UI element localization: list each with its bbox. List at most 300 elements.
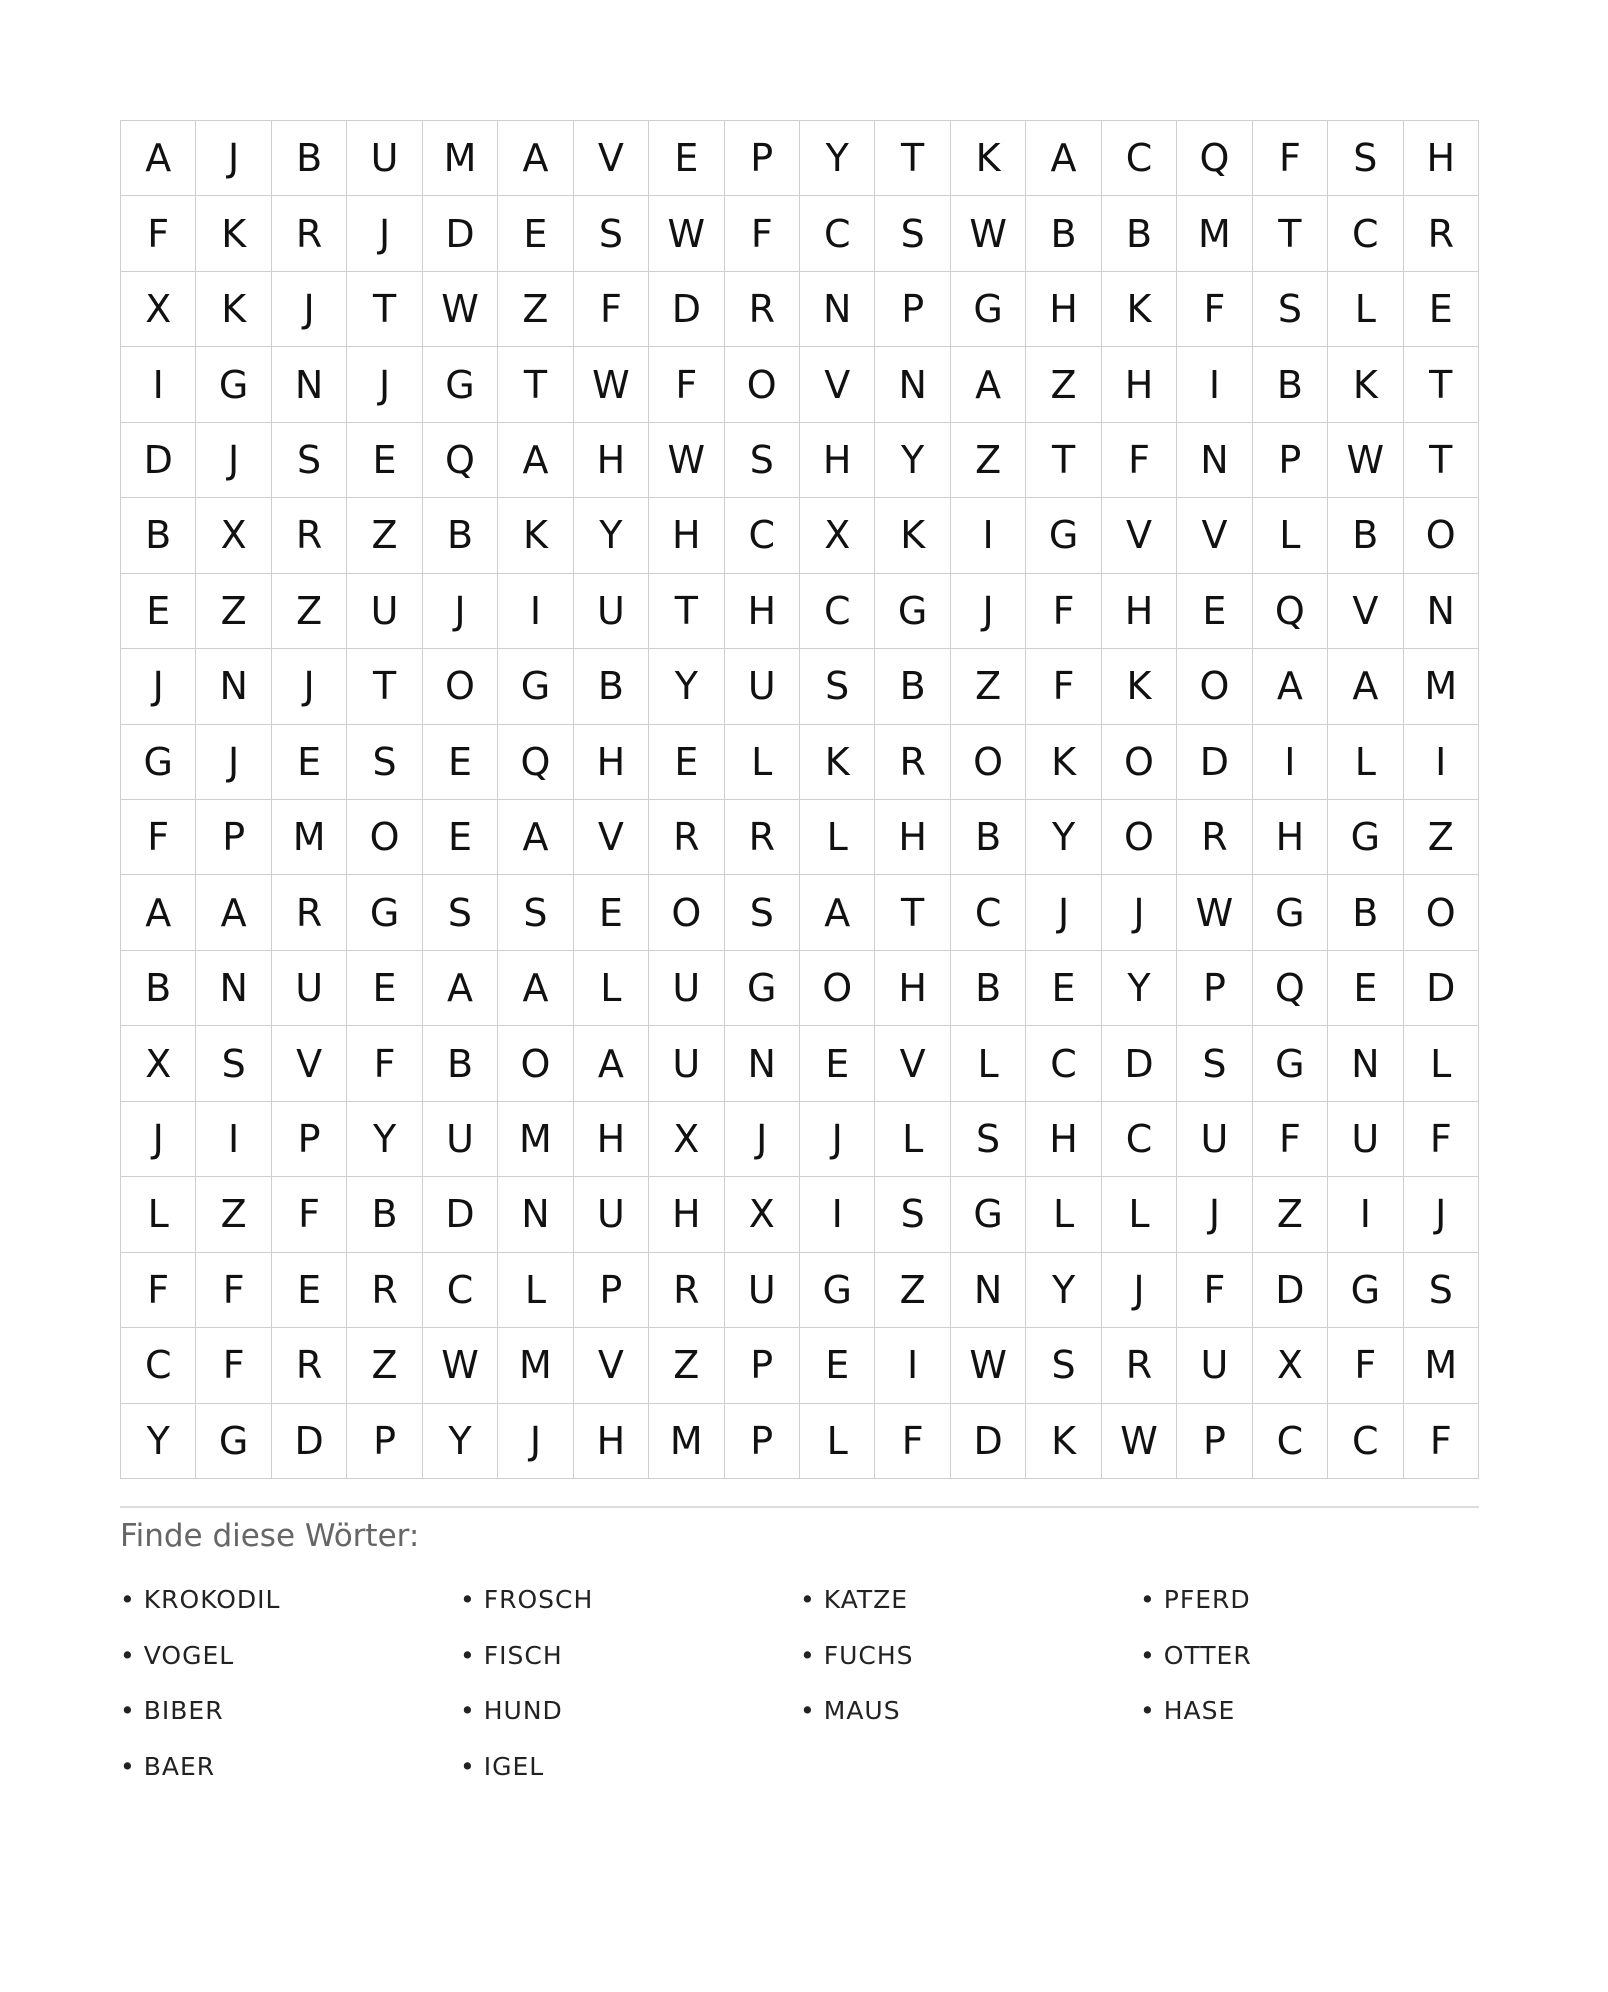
- grid-cell[interactable]: E: [272, 1253, 347, 1328]
- grid-cell[interactable]: F: [1404, 1102, 1479, 1177]
- grid-cell[interactable]: H: [875, 800, 950, 875]
- grid-cell[interactable]: Q: [423, 423, 498, 498]
- grid-cell[interactable]: U: [725, 649, 800, 724]
- grid-cell[interactable]: A: [574, 1026, 649, 1101]
- grid-cell[interactable]: T: [1404, 423, 1479, 498]
- grid-cell[interactable]: A: [121, 121, 196, 196]
- grid-cell[interactable]: G: [1253, 1026, 1328, 1101]
- grid-cell[interactable]: L: [725, 725, 800, 800]
- grid-cell[interactable]: E: [423, 725, 498, 800]
- grid-cell[interactable]: A: [423, 951, 498, 1026]
- grid-cell[interactable]: F: [875, 1404, 950, 1479]
- grid-cell[interactable]: B: [423, 498, 498, 573]
- grid-cell[interactable]: O: [951, 725, 1026, 800]
- grid-cell[interactable]: S: [196, 1026, 271, 1101]
- grid-cell[interactable]: N: [800, 272, 875, 347]
- grid-cell[interactable]: D: [1253, 1253, 1328, 1328]
- grid-cell[interactable]: B: [1328, 875, 1403, 950]
- grid-cell[interactable]: R: [347, 1253, 422, 1328]
- grid-cell[interactable]: Y: [121, 1404, 196, 1479]
- grid-cell[interactable]: Z: [498, 272, 573, 347]
- grid-cell[interactable]: G: [423, 347, 498, 422]
- grid-cell[interactable]: F: [121, 1253, 196, 1328]
- grid-cell[interactable]: S: [800, 649, 875, 724]
- grid-cell[interactable]: A: [1026, 121, 1101, 196]
- grid-cell[interactable]: B: [121, 498, 196, 573]
- grid-cell[interactable]: O: [1404, 498, 1479, 573]
- grid-cell[interactable]: I: [498, 574, 573, 649]
- grid-cell[interactable]: Z: [347, 498, 422, 573]
- grid-cell[interactable]: T: [1404, 347, 1479, 422]
- grid-cell[interactable]: P: [875, 272, 950, 347]
- grid-cell[interactable]: E: [1404, 272, 1479, 347]
- grid-cell[interactable]: G: [951, 1177, 1026, 1252]
- grid-cell[interactable]: F: [196, 1253, 271, 1328]
- grid-cell[interactable]: Z: [347, 1328, 422, 1403]
- grid-cell[interactable]: F: [1328, 1328, 1403, 1403]
- grid-cell[interactable]: T: [347, 649, 422, 724]
- grid-cell[interactable]: N: [498, 1177, 573, 1252]
- grid-cell[interactable]: X: [121, 1026, 196, 1101]
- grid-cell[interactable]: J: [498, 1404, 573, 1479]
- grid-cell[interactable]: F: [1253, 121, 1328, 196]
- grid-cell[interactable]: A: [951, 347, 1026, 422]
- grid-cell[interactable]: D: [423, 196, 498, 271]
- grid-cell[interactable]: L: [574, 951, 649, 1026]
- grid-cell[interactable]: W: [951, 196, 1026, 271]
- grid-cell[interactable]: J: [196, 423, 271, 498]
- grid-cell[interactable]: B: [347, 1177, 422, 1252]
- grid-cell[interactable]: I: [1328, 1177, 1403, 1252]
- grid-cell[interactable]: N: [196, 951, 271, 1026]
- grid-cell[interactable]: Y: [423, 1404, 498, 1479]
- grid-cell[interactable]: A: [498, 951, 573, 1026]
- grid-cell[interactable]: A: [800, 875, 875, 950]
- grid-cell[interactable]: E: [649, 121, 724, 196]
- grid-cell[interactable]: J: [1404, 1177, 1479, 1252]
- grid-cell[interactable]: A: [1328, 649, 1403, 724]
- grid-cell[interactable]: F: [1177, 272, 1252, 347]
- grid-cell[interactable]: K: [498, 498, 573, 573]
- grid-cell[interactable]: G: [1328, 1253, 1403, 1328]
- grid-cell[interactable]: C: [1102, 1102, 1177, 1177]
- grid-cell[interactable]: U: [649, 1026, 724, 1101]
- grid-cell[interactable]: I: [875, 1328, 950, 1403]
- grid-cell[interactable]: X: [196, 498, 271, 573]
- grid-cell[interactable]: H: [725, 574, 800, 649]
- grid-cell[interactable]: S: [1253, 272, 1328, 347]
- grid-cell[interactable]: K: [800, 725, 875, 800]
- grid-cell[interactable]: C: [1253, 1404, 1328, 1479]
- grid-cell[interactable]: B: [1328, 498, 1403, 573]
- grid-cell[interactable]: O: [423, 649, 498, 724]
- grid-cell[interactable]: J: [347, 196, 422, 271]
- grid-cell[interactable]: X: [121, 272, 196, 347]
- grid-cell[interactable]: U: [725, 1253, 800, 1328]
- grid-cell[interactable]: M: [1177, 196, 1252, 271]
- grid-cell[interactable]: B: [875, 649, 950, 724]
- grid-cell[interactable]: D: [649, 272, 724, 347]
- grid-cell[interactable]: Z: [272, 574, 347, 649]
- grid-cell[interactable]: D: [1102, 1026, 1177, 1101]
- grid-cell[interactable]: H: [574, 1102, 649, 1177]
- grid-cell[interactable]: G: [121, 725, 196, 800]
- grid-cell[interactable]: W: [1328, 423, 1403, 498]
- grid-cell[interactable]: C: [951, 875, 1026, 950]
- grid-cell[interactable]: P: [725, 1328, 800, 1403]
- grid-cell[interactable]: F: [347, 1026, 422, 1101]
- grid-cell[interactable]: S: [1026, 1328, 1101, 1403]
- grid-cell[interactable]: F: [725, 196, 800, 271]
- grid-cell[interactable]: L: [1253, 498, 1328, 573]
- grid-cell[interactable]: X: [1253, 1328, 1328, 1403]
- grid-cell[interactable]: S: [725, 423, 800, 498]
- grid-cell[interactable]: S: [875, 196, 950, 271]
- grid-cell[interactable]: S: [498, 875, 573, 950]
- grid-cell[interactable]: M: [272, 800, 347, 875]
- grid-cell[interactable]: T: [498, 347, 573, 422]
- grid-cell[interactable]: U: [1177, 1102, 1252, 1177]
- grid-cell[interactable]: B: [423, 1026, 498, 1101]
- grid-cell[interactable]: E: [423, 800, 498, 875]
- grid-cell[interactable]: G: [196, 1404, 271, 1479]
- grid-cell[interactable]: S: [423, 875, 498, 950]
- grid-cell[interactable]: J: [800, 1102, 875, 1177]
- grid-cell[interactable]: M: [649, 1404, 724, 1479]
- grid-cell[interactable]: A: [498, 121, 573, 196]
- grid-cell[interactable]: P: [1177, 951, 1252, 1026]
- grid-cell[interactable]: F: [121, 196, 196, 271]
- grid-cell[interactable]: O: [498, 1026, 573, 1101]
- grid-cell[interactable]: H: [649, 498, 724, 573]
- grid-cell[interactable]: V: [574, 1328, 649, 1403]
- grid-cell[interactable]: U: [347, 121, 422, 196]
- grid-cell[interactable]: G: [347, 875, 422, 950]
- grid-cell[interactable]: K: [1026, 1404, 1101, 1479]
- grid-cell[interactable]: N: [1404, 574, 1479, 649]
- grid-cell[interactable]: B: [1253, 347, 1328, 422]
- grid-cell[interactable]: C: [800, 196, 875, 271]
- grid-cell[interactable]: V: [800, 347, 875, 422]
- grid-cell[interactable]: G: [800, 1253, 875, 1328]
- grid-cell[interactable]: S: [1177, 1026, 1252, 1101]
- grid-cell[interactable]: D: [121, 423, 196, 498]
- grid-cell[interactable]: M: [498, 1328, 573, 1403]
- grid-cell[interactable]: R: [725, 800, 800, 875]
- grid-cell[interactable]: R: [1404, 196, 1479, 271]
- grid-cell[interactable]: J: [272, 649, 347, 724]
- grid-cell[interactable]: C: [1026, 1026, 1101, 1101]
- grid-cell[interactable]: Y: [800, 121, 875, 196]
- grid-cell[interactable]: L: [498, 1253, 573, 1328]
- grid-cell[interactable]: T: [347, 272, 422, 347]
- grid-cell[interactable]: R: [272, 1328, 347, 1403]
- grid-cell[interactable]: F: [121, 800, 196, 875]
- grid-cell[interactable]: U: [574, 1177, 649, 1252]
- grid-cell[interactable]: F: [1026, 649, 1101, 724]
- grid-cell[interactable]: U: [1328, 1102, 1403, 1177]
- grid-cell[interactable]: J: [423, 574, 498, 649]
- grid-cell[interactable]: Y: [1026, 800, 1101, 875]
- grid-cell[interactable]: B: [951, 951, 1026, 1026]
- grid-cell[interactable]: F: [1102, 423, 1177, 498]
- grid-cell[interactable]: A: [1253, 649, 1328, 724]
- grid-cell[interactable]: C: [1102, 121, 1177, 196]
- grid-cell[interactable]: Y: [1026, 1253, 1101, 1328]
- grid-cell[interactable]: L: [1328, 725, 1403, 800]
- grid-cell[interactable]: Y: [1102, 951, 1177, 1026]
- grid-cell[interactable]: U: [423, 1102, 498, 1177]
- grid-cell[interactable]: C: [1328, 196, 1403, 271]
- grid-cell[interactable]: I: [1404, 725, 1479, 800]
- grid-cell[interactable]: W: [423, 272, 498, 347]
- grid-cell[interactable]: Y: [875, 423, 950, 498]
- grid-cell[interactable]: J: [196, 725, 271, 800]
- grid-cell[interactable]: K: [875, 498, 950, 573]
- grid-cell[interactable]: S: [1328, 121, 1403, 196]
- grid-cell[interactable]: U: [574, 574, 649, 649]
- grid-cell[interactable]: I: [951, 498, 1026, 573]
- grid-cell[interactable]: C: [121, 1328, 196, 1403]
- grid-cell[interactable]: F: [574, 272, 649, 347]
- grid-cell[interactable]: C: [1328, 1404, 1403, 1479]
- grid-cell[interactable]: A: [121, 875, 196, 950]
- grid-cell[interactable]: R: [875, 725, 950, 800]
- grid-cell[interactable]: L: [800, 800, 875, 875]
- grid-cell[interactable]: D: [1177, 725, 1252, 800]
- grid-cell[interactable]: H: [574, 423, 649, 498]
- grid-cell[interactable]: G: [725, 951, 800, 1026]
- grid-cell[interactable]: E: [347, 951, 422, 1026]
- grid-cell[interactable]: Y: [649, 649, 724, 724]
- grid-cell[interactable]: F: [1404, 1404, 1479, 1479]
- grid-cell[interactable]: N: [725, 1026, 800, 1101]
- grid-cell[interactable]: S: [951, 1102, 1026, 1177]
- grid-cell[interactable]: B: [272, 121, 347, 196]
- grid-cell[interactable]: S: [347, 725, 422, 800]
- grid-cell[interactable]: S: [574, 196, 649, 271]
- grid-cell[interactable]: L: [1404, 1026, 1479, 1101]
- grid-cell[interactable]: Z: [649, 1328, 724, 1403]
- grid-cell[interactable]: R: [272, 196, 347, 271]
- grid-cell[interactable]: B: [951, 800, 1026, 875]
- grid-cell[interactable]: E: [800, 1026, 875, 1101]
- grid-cell[interactable]: A: [498, 423, 573, 498]
- grid-cell[interactable]: R: [1102, 1328, 1177, 1403]
- grid-cell[interactable]: L: [1328, 272, 1403, 347]
- grid-cell[interactable]: E: [347, 423, 422, 498]
- grid-cell[interactable]: F: [1253, 1102, 1328, 1177]
- grid-cell[interactable]: F: [272, 1177, 347, 1252]
- grid-cell[interactable]: E: [574, 875, 649, 950]
- grid-cell[interactable]: K: [196, 196, 271, 271]
- grid-cell[interactable]: B: [574, 649, 649, 724]
- grid-cell[interactable]: H: [800, 423, 875, 498]
- grid-cell[interactable]: J: [1026, 875, 1101, 950]
- grid-cell[interactable]: M: [423, 121, 498, 196]
- grid-cell[interactable]: Z: [951, 649, 1026, 724]
- grid-cell[interactable]: I: [800, 1177, 875, 1252]
- grid-cell[interactable]: Q: [1177, 121, 1252, 196]
- grid-cell[interactable]: N: [1177, 423, 1252, 498]
- grid-cell[interactable]: V: [272, 1026, 347, 1101]
- grid-cell[interactable]: J: [272, 272, 347, 347]
- grid-cell[interactable]: F: [1026, 574, 1101, 649]
- grid-cell[interactable]: N: [1328, 1026, 1403, 1101]
- grid-cell[interactable]: G: [1026, 498, 1101, 573]
- grid-cell[interactable]: Z: [875, 1253, 950, 1328]
- grid-cell[interactable]: U: [272, 951, 347, 1026]
- grid-cell[interactable]: Q: [1253, 951, 1328, 1026]
- grid-cell[interactable]: E: [1177, 574, 1252, 649]
- grid-cell[interactable]: J: [121, 1102, 196, 1177]
- grid-cell[interactable]: M: [1404, 1328, 1479, 1403]
- grid-cell[interactable]: H: [1026, 272, 1101, 347]
- grid-cell[interactable]: L: [875, 1102, 950, 1177]
- grid-cell[interactable]: O: [347, 800, 422, 875]
- grid-cell[interactable]: K: [1328, 347, 1403, 422]
- grid-cell[interactable]: W: [951, 1328, 1026, 1403]
- grid-cell[interactable]: C: [800, 574, 875, 649]
- grid-cell[interactable]: T: [875, 121, 950, 196]
- grid-cell[interactable]: P: [574, 1253, 649, 1328]
- grid-cell[interactable]: J: [196, 121, 271, 196]
- grid-cell[interactable]: C: [423, 1253, 498, 1328]
- grid-cell[interactable]: K: [1102, 649, 1177, 724]
- grid-cell[interactable]: X: [800, 498, 875, 573]
- grid-cell[interactable]: X: [725, 1177, 800, 1252]
- grid-cell[interactable]: T: [649, 574, 724, 649]
- grid-cell[interactable]: W: [1102, 1404, 1177, 1479]
- grid-cell[interactable]: P: [272, 1102, 347, 1177]
- grid-cell[interactable]: W: [649, 423, 724, 498]
- grid-cell[interactable]: W: [1177, 875, 1252, 950]
- grid-cell[interactable]: O: [649, 875, 724, 950]
- grid-cell[interactable]: K: [951, 121, 1026, 196]
- grid-cell[interactable]: U: [1177, 1328, 1252, 1403]
- grid-cell[interactable]: S: [725, 875, 800, 950]
- grid-cell[interactable]: J: [1102, 875, 1177, 950]
- grid-cell[interactable]: O: [1177, 649, 1252, 724]
- grid-cell[interactable]: Q: [1253, 574, 1328, 649]
- grid-cell[interactable]: A: [498, 800, 573, 875]
- grid-cell[interactable]: S: [1404, 1253, 1479, 1328]
- grid-cell[interactable]: H: [875, 951, 950, 1026]
- grid-cell[interactable]: W: [574, 347, 649, 422]
- grid-cell[interactable]: Z: [196, 574, 271, 649]
- grid-cell[interactable]: J: [121, 649, 196, 724]
- grid-cell[interactable]: B: [1102, 196, 1177, 271]
- grid-cell[interactable]: H: [574, 725, 649, 800]
- grid-cell[interactable]: P: [725, 1404, 800, 1479]
- grid-cell[interactable]: V: [1102, 498, 1177, 573]
- grid-cell[interactable]: L: [951, 1026, 1026, 1101]
- grid-cell[interactable]: R: [272, 498, 347, 573]
- grid-cell[interactable]: J: [347, 347, 422, 422]
- grid-cell[interactable]: N: [951, 1253, 1026, 1328]
- grid-cell[interactable]: S: [272, 423, 347, 498]
- grid-cell[interactable]: H: [1026, 1102, 1101, 1177]
- grid-cell[interactable]: B: [121, 951, 196, 1026]
- grid-cell[interactable]: V: [574, 800, 649, 875]
- grid-cell[interactable]: V: [1328, 574, 1403, 649]
- grid-cell[interactable]: F: [196, 1328, 271, 1403]
- grid-cell[interactable]: H: [1102, 347, 1177, 422]
- grid-cell[interactable]: E: [1328, 951, 1403, 1026]
- grid-cell[interactable]: L: [1026, 1177, 1101, 1252]
- grid-cell[interactable]: H: [649, 1177, 724, 1252]
- grid-cell[interactable]: L: [1102, 1177, 1177, 1252]
- grid-cell[interactable]: P: [347, 1404, 422, 1479]
- grid-cell[interactable]: E: [121, 574, 196, 649]
- grid-cell[interactable]: X: [649, 1102, 724, 1177]
- grid-cell[interactable]: P: [1253, 423, 1328, 498]
- grid-cell[interactable]: G: [1253, 875, 1328, 950]
- grid-cell[interactable]: K: [1102, 272, 1177, 347]
- grid-cell[interactable]: N: [875, 347, 950, 422]
- grid-cell[interactable]: V: [875, 1026, 950, 1101]
- grid-cell[interactable]: H: [1404, 121, 1479, 196]
- grid-cell[interactable]: O: [725, 347, 800, 422]
- grid-cell[interactable]: U: [649, 951, 724, 1026]
- grid-cell[interactable]: J: [951, 574, 1026, 649]
- grid-cell[interactable]: D: [423, 1177, 498, 1252]
- grid-cell[interactable]: I: [1177, 347, 1252, 422]
- grid-cell[interactable]: D: [272, 1404, 347, 1479]
- grid-cell[interactable]: O: [800, 951, 875, 1026]
- grid-cell[interactable]: R: [1177, 800, 1252, 875]
- grid-cell[interactable]: I: [121, 347, 196, 422]
- grid-cell[interactable]: N: [272, 347, 347, 422]
- grid-cell[interactable]: Z: [196, 1177, 271, 1252]
- grid-cell[interactable]: F: [1177, 1253, 1252, 1328]
- grid-cell[interactable]: G: [875, 574, 950, 649]
- grid-cell[interactable]: K: [196, 272, 271, 347]
- grid-cell[interactable]: G: [498, 649, 573, 724]
- grid-cell[interactable]: Z: [1404, 800, 1479, 875]
- grid-cell[interactable]: J: [725, 1102, 800, 1177]
- grid-cell[interactable]: U: [347, 574, 422, 649]
- grid-cell[interactable]: R: [649, 1253, 724, 1328]
- grid-cell[interactable]: Q: [498, 725, 573, 800]
- grid-cell[interactable]: E: [272, 725, 347, 800]
- grid-cell[interactable]: E: [800, 1328, 875, 1403]
- grid-cell[interactable]: F: [649, 347, 724, 422]
- grid-cell[interactable]: R: [725, 272, 800, 347]
- grid-cell[interactable]: C: [725, 498, 800, 573]
- grid-cell[interactable]: R: [649, 800, 724, 875]
- grid-cell[interactable]: J: [1102, 1253, 1177, 1328]
- grid-cell[interactable]: P: [1177, 1404, 1252, 1479]
- grid-cell[interactable]: A: [196, 875, 271, 950]
- grid-cell[interactable]: Z: [1026, 347, 1101, 422]
- grid-cell[interactable]: T: [1253, 196, 1328, 271]
- grid-cell[interactable]: D: [951, 1404, 1026, 1479]
- grid-cell[interactable]: B: [1026, 196, 1101, 271]
- grid-cell[interactable]: H: [574, 1404, 649, 1479]
- grid-cell[interactable]: E: [498, 196, 573, 271]
- grid-cell[interactable]: P: [725, 121, 800, 196]
- grid-cell[interactable]: W: [649, 196, 724, 271]
- grid-cell[interactable]: V: [574, 121, 649, 196]
- grid-cell[interactable]: N: [196, 649, 271, 724]
- grid-cell[interactable]: G: [1328, 800, 1403, 875]
- grid-cell[interactable]: K: [1026, 725, 1101, 800]
- grid-cell[interactable]: G: [951, 272, 1026, 347]
- grid-cell[interactable]: L: [121, 1177, 196, 1252]
- grid-cell[interactable]: I: [1253, 725, 1328, 800]
- grid-cell[interactable]: W: [423, 1328, 498, 1403]
